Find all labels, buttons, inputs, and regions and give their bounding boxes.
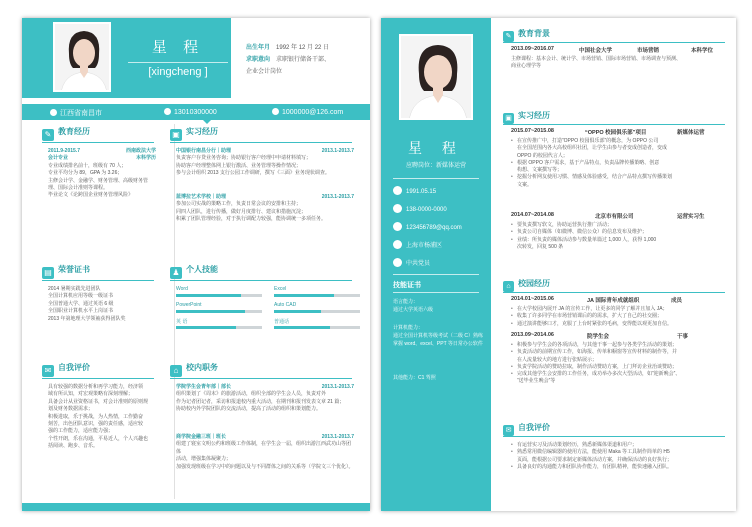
education-body	[511, 56, 726, 71]
job-intent: 应聘岗位：新媒体运营	[405, 163, 466, 169]
campus-period: 2014.01~2015.06	[511, 296, 554, 302]
practice-company: 蓝博拉艺术学校｜助理	[176, 194, 227, 200]
footer-band	[22, 503, 370, 511]
practice-line: OPPO 的校园代言人；	[517, 152, 568, 159]
section-rule	[503, 124, 725, 125]
evaluation-line: • 熟悉常用微信编辑器的使用方法，能使用 Maka 等工具制作简单的 H5	[511, 449, 726, 456]
portrait-photo	[53, 22, 111, 92]
campus-header	[511, 332, 721, 340]
evaluation-body	[511, 442, 726, 471]
contact-bar	[22, 104, 370, 120]
campus-line: 加强发现班级在学习中的问题以及与不同群体之间的关系等（学院文三个优化）。	[176, 463, 354, 470]
campus-item	[176, 384, 354, 414]
section-evaluation-title: ✉ 自我评价	[42, 362, 90, 377]
contact-location: 上海市杨浦区	[393, 240, 442, 249]
skill-bar-fill	[176, 294, 241, 297]
education-body	[48, 148, 156, 200]
phone-icon	[164, 108, 171, 115]
campus-line: 组建了寝室文明公约和班级工作体制，在学生会一届，组织出游江西武功山等团体	[176, 441, 352, 455]
calendar-icon	[393, 186, 402, 195]
certificate-line: 全国普通大学、通过英语 6 级	[48, 300, 114, 307]
campus-line: 作为记者团记者，采访和报道校内重大活动，在期刊和报刊发表文章 21 篇；	[176, 398, 345, 405]
resume-page-right	[381, 18, 736, 511]
education-period: 2011.9-2015.7	[48, 148, 80, 154]
practice-period: 2013.1-2013.7	[321, 148, 354, 154]
section-education-title: ✎ 教育背景	[503, 28, 550, 42]
briefcase-icon: ▣	[503, 113, 514, 124]
skill-label: Word	[176, 286, 188, 292]
practice-org: “OPPO 校园俱乐部”项目	[585, 130, 647, 136]
practice-line: • 在宣传推广中，打造“OPPO 校园俱乐部”的概念，为 OPPO 公司	[511, 138, 726, 145]
certificate-line: 全国计算机应用等级一级证书	[48, 293, 114, 300]
info-value: 企业会计岗位	[246, 69, 283, 75]
certificate-icon: ▤	[42, 267, 54, 279]
info-value: 1992 年 12 月 22 日	[276, 45, 330, 51]
practice-item	[176, 194, 354, 224]
campus-period: 2013.09~2014.06	[511, 332, 554, 338]
practice-line: 参加公司实战的策略工作，负责日常会议的安排和主持；	[176, 201, 302, 208]
practice-line: • 业绩：所负责的媒体活动参与数量单篇过 1,000 人，获得 1,000	[511, 237, 726, 244]
contact-notch	[202, 119, 212, 124]
practice-line: 文案。	[517, 181, 533, 188]
practice-line: • 挖掘分析网友使用习惯、情感及体验感受，结合产品特点撰写传播策划	[511, 174, 726, 181]
campus-org: 学院学生会青年部｜部长	[176, 384, 232, 390]
education-line: 主修课程：基本会计、统计学、市场营销、国际市场营销、市场调查与预测、	[511, 56, 682, 62]
section-education-title: ✎ 教育经历	[42, 126, 90, 141]
left-header	[22, 18, 370, 98]
campus-org: 院学生会	[587, 334, 610, 340]
practice-period: 2014.07~2014.08	[511, 212, 554, 218]
practice-line: 构想、文案撰写等；	[517, 167, 563, 174]
skill-entry	[393, 298, 485, 314]
skill-value: 通过全国计算机等级考试（二级 C）熟练掌握 word、excel、PPT 等日常办公软件	[393, 333, 484, 347]
skill-label: 英 语	[176, 319, 188, 325]
section-rule	[503, 436, 725, 437]
practice-line: • 要负责撰写软文，协助运营执行推广活动；	[511, 222, 726, 229]
practice-line: 负责客户存贷业务咨询；协助银行客户经理中申请材料填写；	[176, 155, 312, 162]
campus-role: 干事	[677, 334, 689, 340]
section-rule	[170, 280, 352, 281]
sidebar	[381, 18, 491, 511]
briefcase-icon: ▣	[170, 129, 182, 141]
skill-bar	[176, 294, 262, 297]
skills-title: 技能证书	[393, 282, 421, 289]
section-practice-title: ▣ 实习经历	[170, 126, 218, 141]
skill-bar-fill	[274, 294, 334, 297]
evaluation-line: 划及财务数据需求；	[48, 406, 94, 413]
practice-line: • 根据 OPPO 客户需求，基于产品特点，负责品牌传播策略、创意	[511, 160, 726, 167]
education-line: 专业成绩排名前十，班级有 70 人；	[48, 162, 127, 169]
campus-line: • 负责活动的前期宣传工作，如海报、传单和橱窗等宣传材料的制作等，并	[511, 349, 726, 356]
campus-body	[511, 342, 726, 386]
skill-bar	[274, 326, 360, 329]
practice-line: 同四人团队，进行传播，做好月度排行、建议和措施沉淀；	[176, 208, 307, 215]
skill-bar-fill	[274, 326, 330, 329]
info-key: 求职意向	[246, 57, 271, 63]
person-icon	[393, 258, 402, 267]
evaluation-line: 具有较强的数据分析和再学习能力，经济领	[48, 384, 144, 390]
education-line: 主修会计学、金融学、财务管理、高级财务管	[48, 177, 149, 184]
info-value: 求职银行储备干部、	[276, 57, 331, 63]
section-certificates-title: ▤ 荣誉证书	[42, 264, 90, 279]
education-degree: 本科学历	[135, 155, 156, 162]
building-icon: ⌂	[503, 281, 514, 292]
sidebar-divider	[393, 292, 479, 293]
candidate-name: 星 程	[151, 39, 205, 56]
practice-body	[511, 222, 726, 251]
skill-bar-fill	[176, 326, 236, 329]
section-skills-title: ♟ 个人技能	[170, 264, 218, 279]
campus-line: • 通过演讲能够口才，克服了上台时紧张的毛病，变得能以观更加自信。	[511, 321, 726, 328]
skill-label: PowerPoint	[176, 302, 202, 308]
skill-bar	[274, 294, 360, 297]
personal-info	[246, 42, 330, 78]
campus-body	[511, 306, 726, 328]
section-rule	[170, 142, 352, 143]
sidebar-divider	[393, 274, 479, 275]
contact-email: 123456789@qq.com	[393, 222, 462, 231]
practice-role: 运营实习生	[677, 214, 705, 220]
evaluation-line: 积极进取，乐于挑战，为人热情，工作勤奋	[48, 413, 144, 420]
practice-role: 新媒体运营	[677, 130, 705, 136]
evaluation-line: 页面，能根据公司要求制定新媒体活动方案，并确保活动的良好执行；	[517, 456, 673, 463]
campus-line: • 在大学校园内展开 JA 的宣传工作，让更多的同学了解并且加入 JA；	[511, 306, 726, 313]
practice-header	[511, 128, 721, 136]
practice-body	[511, 138, 726, 189]
practice-line: 次转发，回复 500 条	[517, 243, 564, 250]
skill-bar	[176, 310, 262, 313]
certificate-line: 2013 年第地理大学领袖获得团队奖	[48, 315, 126, 322]
building-icon: ⌂	[170, 365, 182, 377]
campus-role: 成员	[671, 298, 683, 304]
section-rule	[503, 292, 725, 293]
skill-label: Auto CAD	[274, 302, 297, 308]
campus-org: 商学院金融三班｜班长	[176, 434, 227, 440]
skill-key: 语言能力：	[393, 299, 419, 305]
campus-item	[176, 434, 354, 471]
sidebar-divider	[393, 178, 479, 179]
campus-line: 活动，增强集体凝聚力；	[176, 456, 232, 463]
column-divider	[174, 124, 175, 499]
contact-location: 江西省南昌市	[60, 110, 102, 117]
evaluation-body	[48, 384, 158, 451]
location-icon	[393, 240, 402, 249]
education-school: 西南政法大学	[125, 148, 156, 154]
education-header	[511, 46, 721, 54]
education-period: 2013.09~2016.07	[511, 46, 554, 52]
practice-item	[176, 148, 354, 178]
skill-entry	[393, 374, 485, 382]
evaluation-line: 刻苦，出色团队意识，强的责任感，适应较	[48, 421, 144, 428]
evaluation-line: 域有所认知，对宏观策略有深刻理解；	[48, 391, 134, 398]
candidate-name: 星 程	[408, 140, 464, 156]
skill-key: 计算机能力：	[393, 325, 424, 331]
portrait-photo	[399, 34, 473, 120]
education-major: 会计专业	[48, 155, 69, 162]
skill-entry	[393, 324, 485, 348]
practice-line: 在全国范围内各大高校组织社团，让学生由参与者变成创造者，变成	[517, 145, 668, 152]
location-icon	[50, 109, 57, 116]
section-campus-title: ⌂ 校园经历	[503, 278, 550, 292]
skill-value: 通过大学英语六级	[393, 307, 434, 313]
campus-line: • 完成其他学生会安排的工作任务，成功举办多次大型活动，如“迎新晚会”、	[511, 371, 726, 378]
graduation-cap-icon: ✎	[42, 129, 54, 141]
education-degree: 本科学位	[691, 48, 714, 54]
chat-icon: ✉	[42, 365, 54, 377]
evaluation-line: 括阅读、跑步、音乐。	[48, 443, 99, 450]
info-key: 出生年月	[246, 45, 271, 51]
section-rule	[42, 280, 154, 281]
certificates-body	[48, 286, 158, 323]
section-campus-title: ⌂ 校内职务	[170, 362, 218, 377]
skill-bar	[176, 326, 262, 329]
contact-party: 中共党员	[393, 258, 430, 267]
practice-line: 参与会计组织 2013 支行公园工作调研，撰写《三面》业务现状调查。	[176, 170, 330, 177]
skill-label: Excel	[274, 286, 287, 292]
phone-icon	[393, 204, 402, 213]
practice-period: 2013.1-2013.7	[321, 194, 354, 200]
resume-page-left	[22, 18, 370, 511]
skill-bar-fill	[274, 310, 321, 313]
candidate-pinyin: [xingcheng ]	[128, 62, 228, 78]
section-rule	[42, 142, 154, 143]
person-icon: ♟	[170, 267, 182, 279]
skill-label: 普通话	[274, 319, 290, 325]
email-icon	[272, 108, 279, 115]
email-icon	[393, 222, 402, 231]
section-rule	[170, 378, 352, 379]
section-rule	[503, 42, 725, 43]
evaluation-line: 强的工作能力，适应能力强；	[48, 428, 114, 435]
practice-org: 北京市有限公司	[595, 214, 634, 220]
campus-line: 在人流量较大的地方进行张贴展示；	[517, 356, 598, 363]
certificate-line: 2014 暑期实践先进团队	[48, 286, 101, 292]
practice-company: 中国银行南昌分行｜助理	[176, 148, 232, 154]
campus-line: • 收集了许多同学在市场营销课后的的需求，扩大了自己的社交圈；	[511, 313, 726, 320]
practice-line: • 负责公司自媒体（如微博、微信公众）的信息发布及维护；	[511, 229, 726, 236]
campus-period: 2013.1-2013.7	[321, 434, 354, 440]
evaluation-line: 个性开朗，乐在沟通，平易近人，个人兴趣也	[48, 435, 149, 442]
practice-line: 积累了团队管理经验，对于执行调配力较强，能协调统一多项任务。	[176, 216, 327, 223]
certificate-line: 全国职业计算机水平上岗证书	[48, 308, 114, 315]
skill-bar-fill	[176, 310, 245, 313]
skill-bar	[274, 310, 360, 313]
practice-line: 协助客户经理整体网上银行激活、业务管理等操作情况；	[176, 162, 302, 169]
education-line: 专业平均分为 89，GPA 为 3.26；	[48, 170, 123, 177]
education-line: 毕业论文《论跨国企业财务管理风险》	[48, 192, 134, 199]
education-major: 市场营销	[637, 48, 660, 54]
campus-line: 组织策划了《周末》的旅游活动，组织全部的学生会人员，负责对外	[176, 391, 327, 398]
education-line: 理、国际会计准则等课程。	[48, 185, 109, 192]
education-school: 中国社会大学	[579, 48, 613, 54]
skill-key: 其他能力：	[393, 375, 419, 381]
section-rule	[42, 378, 154, 379]
campus-header	[511, 296, 721, 304]
chat-icon: ✉	[503, 425, 514, 436]
graduation-cap-icon: ✎	[503, 31, 514, 42]
campus-line: • 积极参与学生会的各项活动，与其他干事一起参与各类学生活动的策划；	[511, 342, 726, 349]
contact-birthday: 1991.05.15	[393, 186, 436, 195]
skill-value: C1 驾照	[418, 375, 436, 381]
section-practice-title: ▣ 实习经历	[503, 110, 550, 124]
evaluation-line: 具备会计从业资格证书，对会计准则的原则规	[48, 398, 149, 405]
contact-email: 1000000@126.com	[282, 109, 344, 116]
section-evaluation-title: ✉ 自我评价	[503, 422, 550, 436]
campus-period: 2013.1-2013.7	[321, 384, 354, 390]
practice-period: 2015.07~2015.08	[511, 128, 554, 134]
campus-org: JA 国际青年成就组织	[587, 298, 640, 304]
campus-line: “送毕业生晚会”等	[517, 378, 556, 385]
contact-phone: 138-0000-0000	[393, 204, 447, 213]
education-line: 商业心理学等	[511, 63, 542, 70]
contact-phone: 13010300000	[174, 109, 217, 116]
evaluation-line: • 有运营实习及活动策划经历，熟悉新媒体渠道和用户；	[511, 442, 726, 449]
evaluation-line: • 具备良好的沟通能力和团队协作能力，有团队精神，能快速融入团队。	[511, 464, 726, 471]
practice-header	[511, 212, 721, 220]
campus-line: • 负责学院活动的赞助拉取，制作活动赞助方案，上门拜访企业治谈赞助；	[511, 364, 726, 371]
campus-line: 协助校内外学院团队的交流活动，提高了活动的组织和策划能力。	[176, 406, 322, 413]
